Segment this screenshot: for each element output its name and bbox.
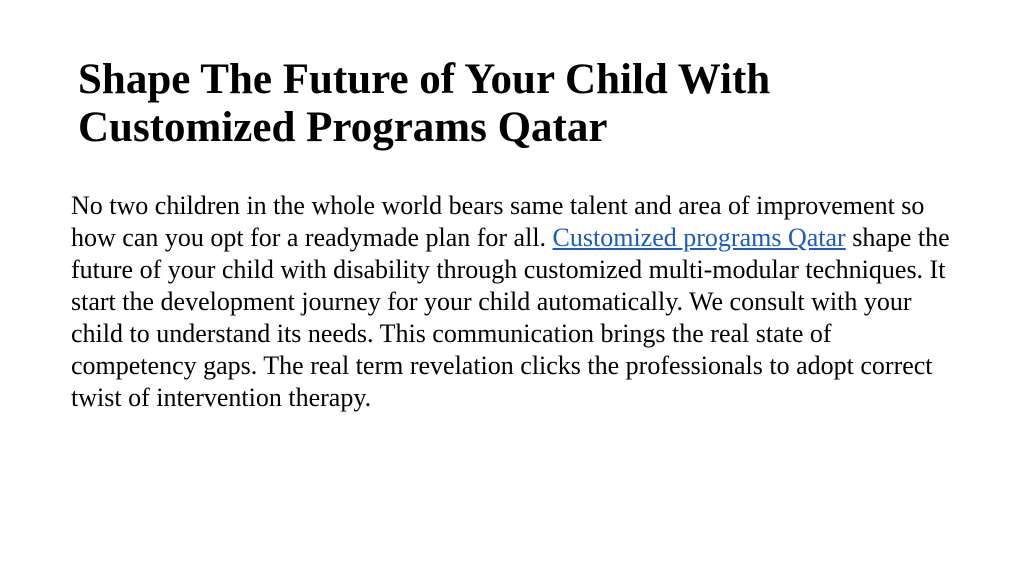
body-text-before-link: No two children in the whole world bears same talent and area of improvement so how can you opt for a readymade plan for all. (71, 191, 925, 252)
slide-title: Shape The Future of Your Child With Customized Programs Qatar (78, 56, 771, 151)
customized-programs-link[interactable]: Customized programs Qatar (552, 223, 846, 252)
body-paragraph (71, 190, 951, 414)
body-text-after-link: shape the future of your child with disability through customized multi-modular techniques. It start the development journey for your child automatically. We consult with your child to understand its needs. This communication brings the real state of competency gaps. The real term revelation clicks the professionals to adopt correct twist of intervention therapy. (71, 223, 950, 412)
